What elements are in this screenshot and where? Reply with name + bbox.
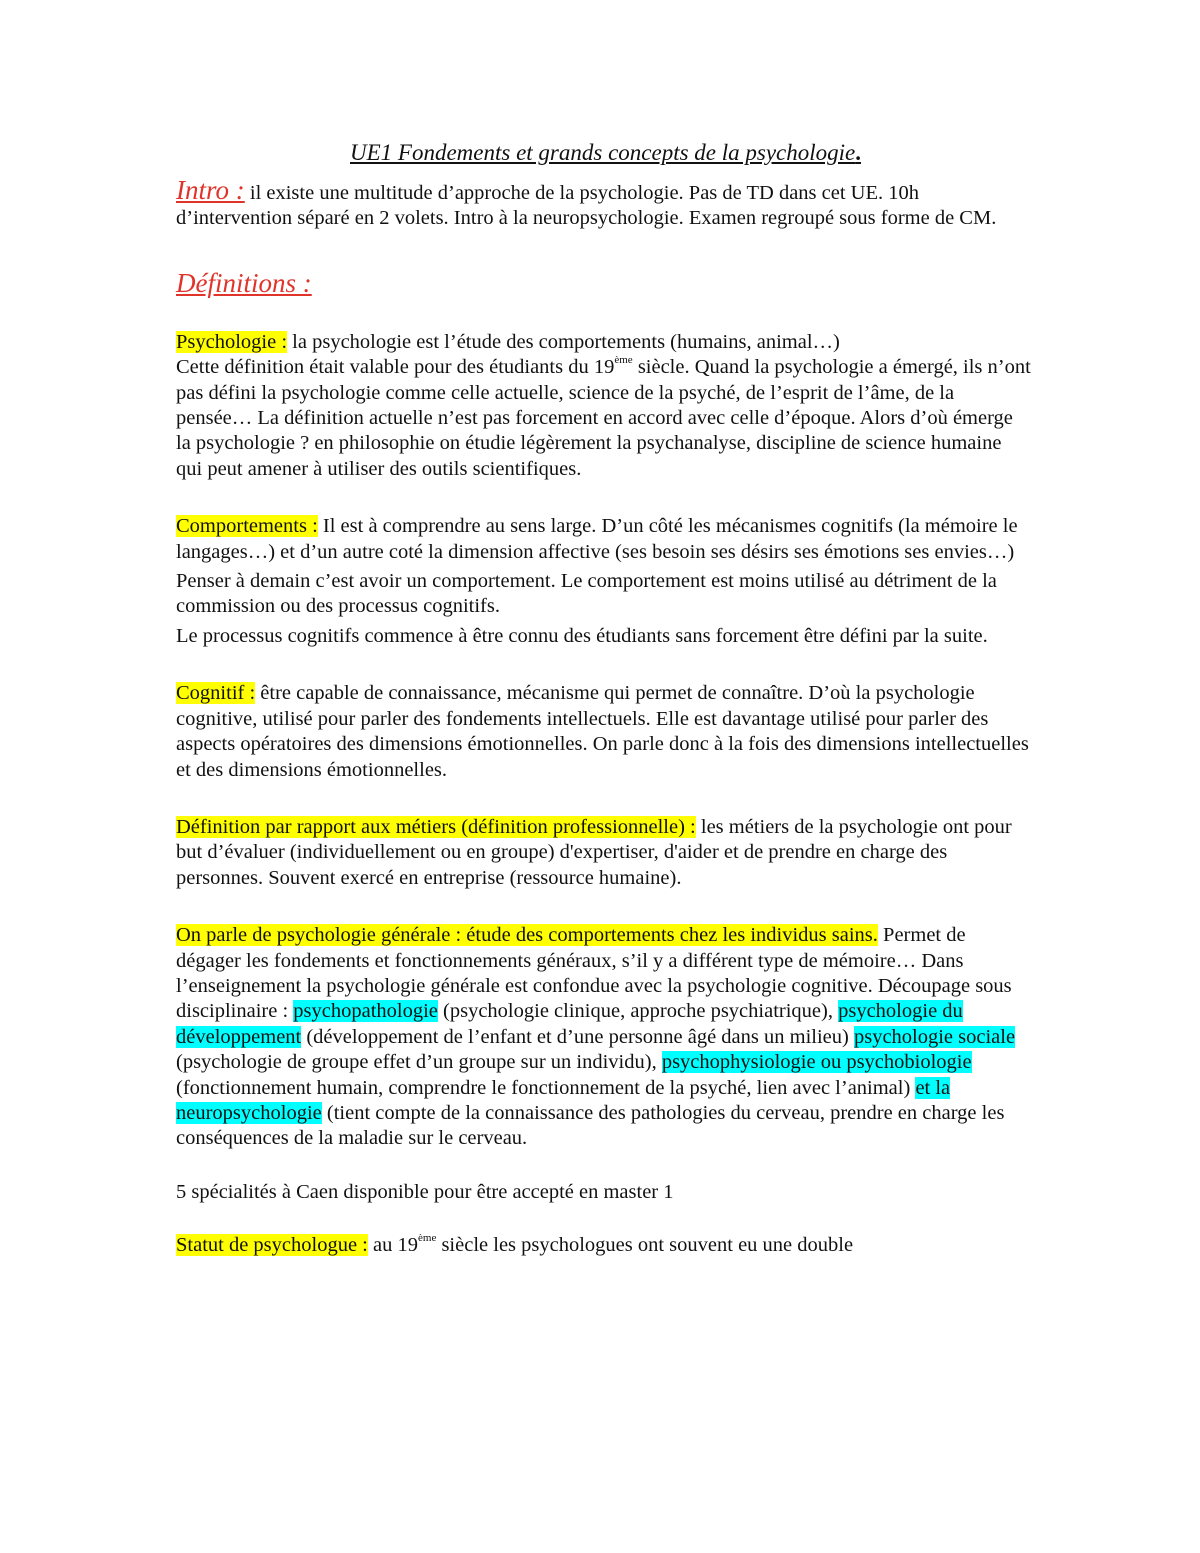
psychologie-text-a: Cette définition était valable pour des étudiants du 19 [176, 356, 615, 379]
psychologie-paragraph [176, 355, 1031, 482]
discipline-neuropsychologie: et la neuropsychologie [176, 1076, 951, 1124]
cognitif-definition [176, 681, 1031, 783]
psychologie-generale-highlight: On parle de psychologie générale : étude des comportements chez les individus sains. [176, 924, 878, 947]
metiers-term: Définition par rapport aux métiers (définition professionnelle) : [176, 815, 696, 838]
generale-text-1: Permet de dégager les fondements et fonctionnements généraux, s’il y a différent type de mémoire… Dans l’enseignement la psychologie générale est confondue avec la psychologie cognitive. Découpage sous disciplinaire : [176, 924, 1012, 1023]
psychologie-line: la psychologie est l’étude des comportements (humains, animal…) [287, 330, 840, 353]
comportements-term: Comportements : [176, 515, 318, 538]
discipline-psychopathologie: psychopathologie [293, 1000, 438, 1023]
generale-text-4: (psychologie de groupe effet d’un groupe sur un individu), [176, 1051, 662, 1074]
statut-text-a: au 19 [367, 1234, 418, 1257]
comportements-text: Il est à comprendre au sens large. D’un côté les mécanismes cognitifs (la mémoire le langages…) et d’un autre coté la dimension affective (ses besoin ses désirs ses émotions ses envies…) [176, 515, 1018, 563]
intro-text: il existe une multitude d’approche de la psychologie. Pas de TD dans cet UE. 10h d’intervention séparé en 2 volets. Intro à la neuropsychologie. Examen regroupé sous forme de CM. [176, 182, 997, 230]
generale-text-3: (développement de l’enfant et d’une personne âgé dans un milieu) [301, 1025, 854, 1048]
statut-definition [176, 1233, 1031, 1258]
discipline-sociale: psychologie sociale [853, 1025, 1016, 1048]
specialites-line: 5 spécialités à Caen disponible pour être accepté en master 1 [176, 1180, 674, 1203]
psychologie-term: Psychologie : [176, 330, 288, 353]
document-title [176, 138, 1031, 168]
generale-text-2: (psychologie clinique, approche psychiatrique), [437, 1000, 839, 1023]
comportements-paragraph-2: Penser à demain c’est avoir un comportement. Le comportement est moins utilisé au détriment de la commission ou des processus cognitifs. [176, 570, 997, 618]
psychologie-text-b: siècle. Quand la psychologie a émergé, ils n’ont pas défini la psychologie comme celle actuelle, science de la psyché, de l’esprit de l’âme, de la pensée… La définition actuelle n’est pas forcement en accord avec celle d’époque. Alors d’où émerge la psychologie ? en philosophie on étudie légèrement la psychanalyse, discipline de science humaine qui peut amener à utiliser des outils scientifiques. [176, 356, 1031, 480]
superscript-eme-2: ème [418, 1232, 437, 1245]
cognitif-text: être capable de connaissance, mécanisme qui permet de connaître. D’où la psychologie cognitive, utilisé pour parler des fondements intellectuels. Elle est davantage utilisé pour parler des aspects opératoires des dimensions émotionnelles. On parle donc à la fois des dimensions intellectuelles et des dimensions émotionnelles. [176, 682, 1029, 781]
title-text: UE1 Fondements et grands concepts de la psychologie [350, 140, 856, 165]
statut-text-b: siècle les psychologues ont souvent eu une double [436, 1234, 854, 1257]
psychologie-generale-paragraph [176, 923, 1031, 1152]
discipline-developpement: psychologie du développement [176, 1000, 963, 1048]
intro-paragraph [176, 175, 1031, 232]
comportements-paragraph-3: Le processus cognitifs commence à être connu des étudiants sans forcement être défini par la suite. [176, 624, 988, 647]
statut-term: Statut de psychologue : [176, 1234, 368, 1257]
cognitif-term: Cognitif : [176, 682, 256, 705]
generale-text-5: (fonctionnement humain, comprendre le fonctionnement de la psyché, lien avec l’animal) [176, 1076, 916, 1099]
generale-text-6: (tient compte de la connaissance des pathologies du cerveau, prendre en charge les conséquences de la maladie sur le cerveau. [176, 1101, 1005, 1150]
title-period: . [855, 140, 861, 165]
superscript-eme: ème [614, 354, 633, 367]
comportements-definition [176, 514, 1031, 565]
psychologie-definition [176, 330, 1031, 355]
intro-label: Intro : [176, 175, 245, 205]
definitions-heading: Définitions : [176, 267, 312, 298]
document-page [176, 138, 1031, 1259]
discipline-psychophysiologie: psychophysiologie ou psychobiologie [661, 1051, 972, 1074]
metiers-text: les métiers de la psychologie ont pour but d’évaluer (individuellement ou en groupe) d'expertiser, d'aider et de prendre en charge des personnes. Souvent exercé en entreprise (ressource humaine). [176, 815, 1012, 889]
metiers-definition [176, 815, 1031, 891]
